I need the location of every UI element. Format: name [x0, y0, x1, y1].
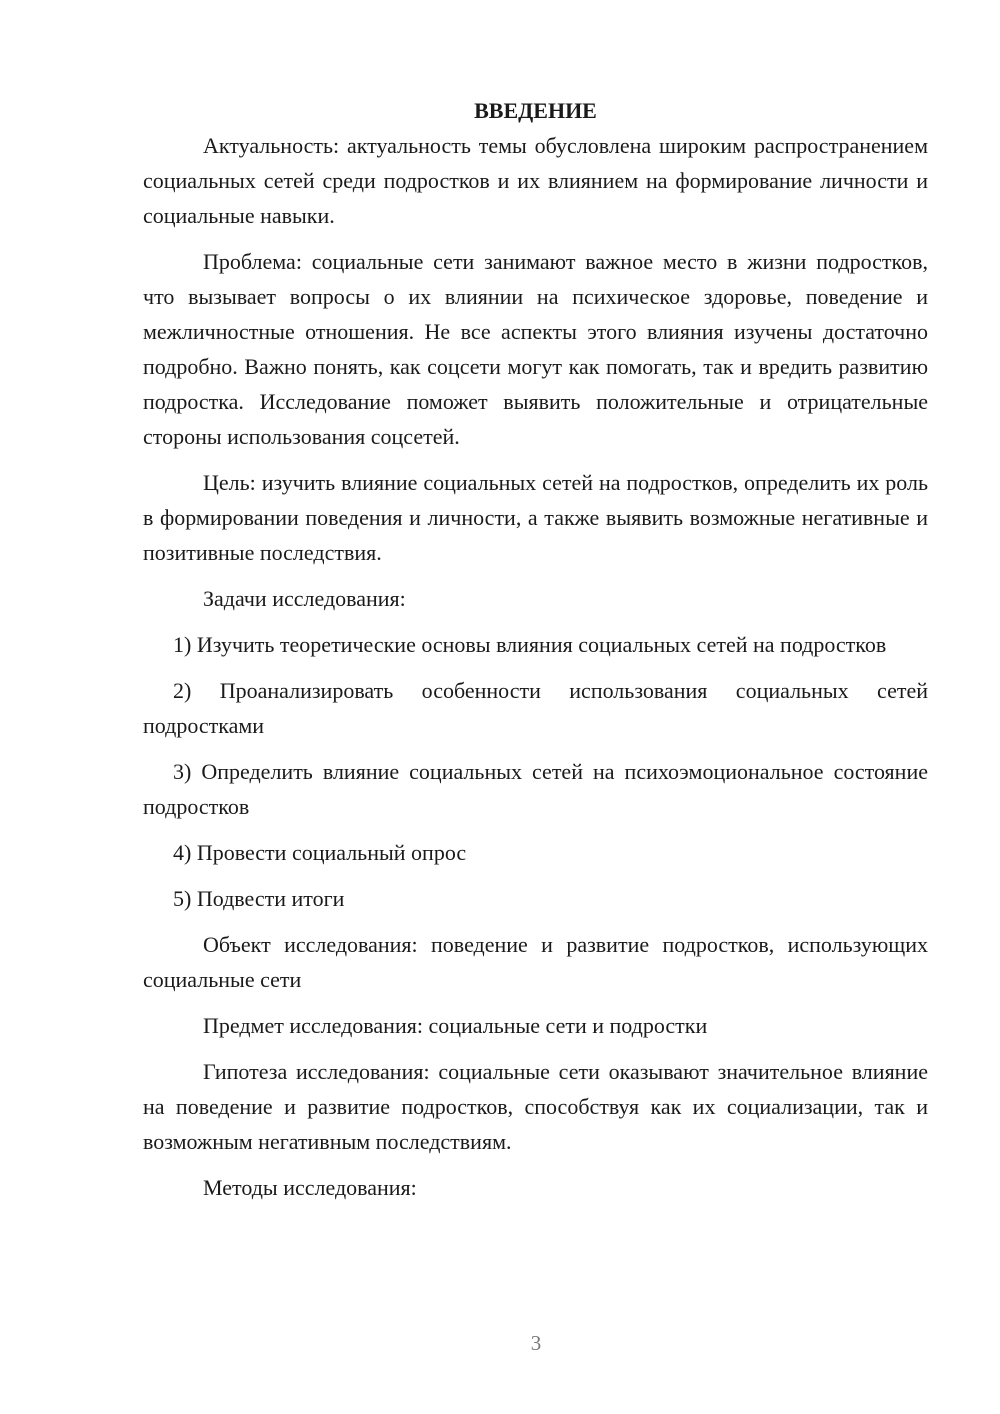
- tasks-heading: Задачи исследования:: [203, 586, 406, 611]
- task-item: 1) Изучить теоретические основы влияния социальных сетей на подростков: [173, 632, 887, 657]
- task-item: 5) Подвести итоги: [173, 886, 345, 911]
- subject-paragraph: Предмет исследования: социальные сети и подростки: [203, 1013, 708, 1038]
- relevance-paragraph: Актуальность: актуальность темы обусловлена широким распространением социальных сетей среди подростков и их влиянием на формирование личности и социальные навыки.: [143, 133, 928, 228]
- hypothesis-paragraph: Гипотеза исследования: социальные сети оказывают значительное влияние на поведение и развитие подростков, способствуя как их социализации, так и возможным негативным последствиям.: [143, 1059, 928, 1154]
- section-title: ВВЕДЕНИЕ: [474, 98, 597, 123]
- document-body: [143, 93, 928, 1216]
- task-item: 2) Проанализировать особенности использования социальных сетей подростками: [143, 678, 928, 738]
- problem-paragraph: Проблема: социальные сети занимают важное место в жизни подростков, что вызывает вопросы о их влиянии на психическое здоровье, поведение и межличностные отношения. Не все аспекты этого влияния изучены достаточно подробно. Важно понять, как соцсети могут как помогать, так и вредить развитию подростка. Исследование поможет выявить положительные и отрицательные стороны использования соцсетей.: [143, 249, 928, 449]
- page-number: 3: [530, 1331, 542, 1355]
- task-item: 4) Провести социальный опрос: [173, 840, 467, 865]
- goal-paragraph: Цель: изучить влияние социальных сетей на подростков, определить их роль в формировании поведения и личности, а также выявить возможные негативные и позитивные последствия.: [143, 470, 928, 565]
- object-paragraph: Объект исследования: поведение и развитие подростков, использующих социальные сети: [143, 932, 928, 992]
- task-item: 3) Определить влияние социальных сетей на психоэмоциональное состояние подростков: [143, 759, 928, 819]
- methods-heading: Методы исследования:: [203, 1175, 417, 1200]
